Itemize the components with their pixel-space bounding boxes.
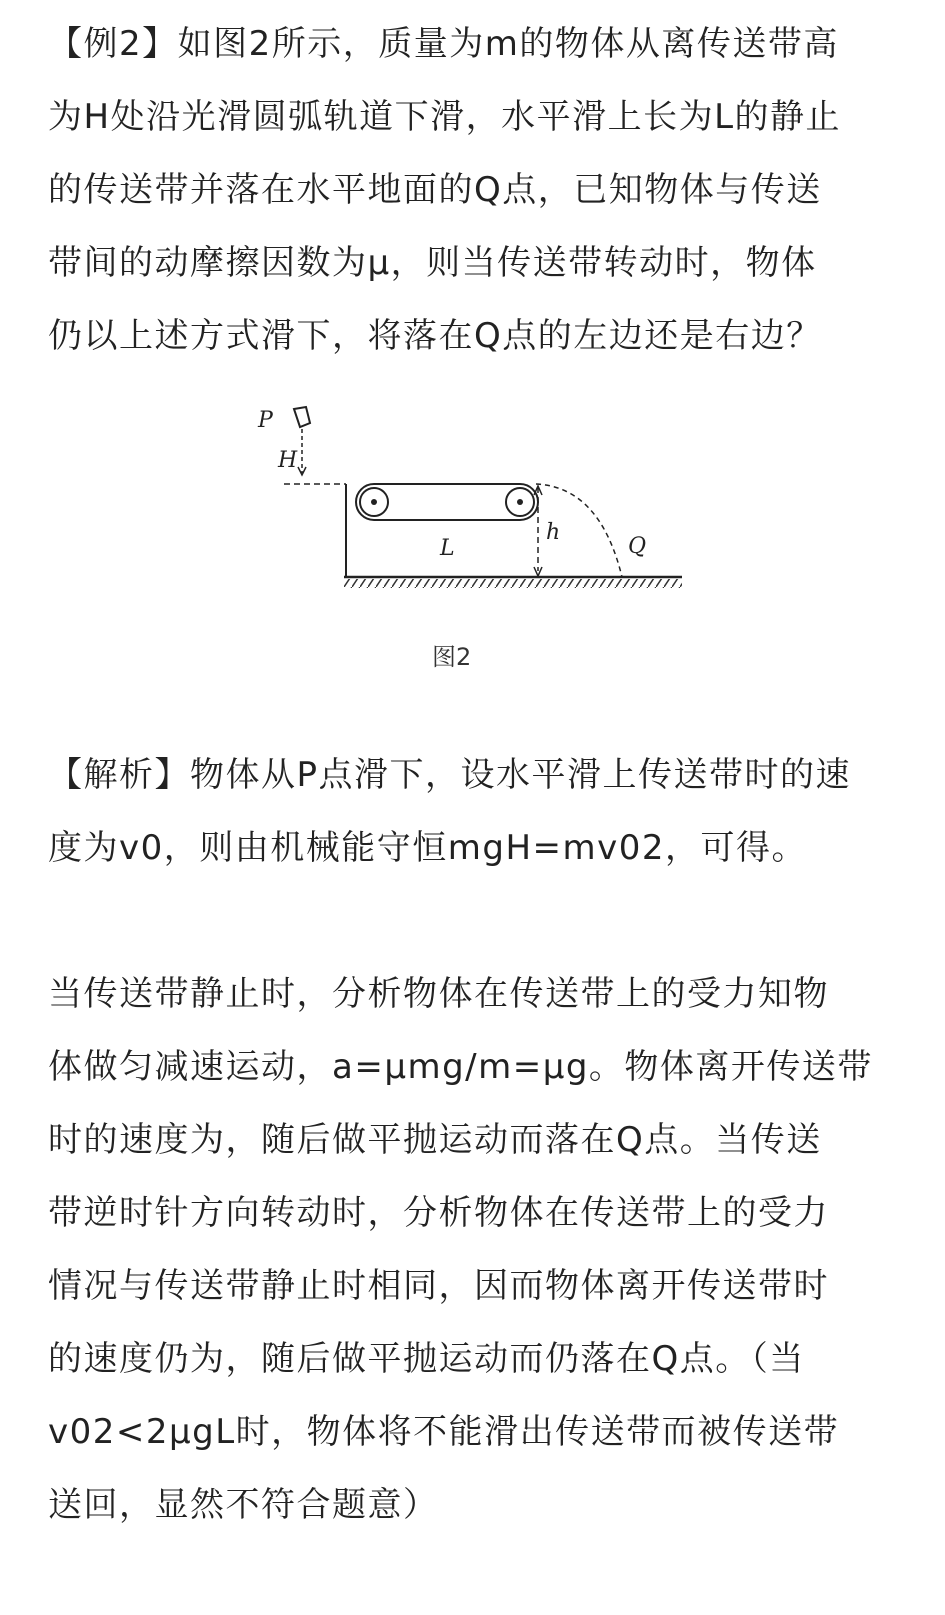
label-L: L bbox=[440, 536, 455, 561]
analysis-paragraph bbox=[48, 739, 878, 885]
detail-line: 体做匀减速运动，a=μmg/m=μg。物体离开传送带 bbox=[48, 1047, 873, 1087]
detail-line: 带逆时针方向转动时，分析物体在传送带上的受力 bbox=[48, 1193, 829, 1233]
conveyor-diagram bbox=[240, 395, 700, 695]
label-H: H bbox=[278, 448, 298, 473]
question-paragraph bbox=[48, 8, 878, 373]
detail-line: 当传送带静止时，分析物体在传送带上的受力知物 bbox=[48, 974, 829, 1014]
question-line: 带间的动摩擦因数为μ，则当传送带转动时，物体 bbox=[48, 243, 817, 283]
detail-line: 送回，显然不符合题意） bbox=[48, 1485, 439, 1525]
question-line: 为H处沿光滑圆弧轨道下滑，水平滑上长为L的静止 bbox=[48, 97, 842, 137]
detail-paragraph bbox=[48, 958, 878, 1542]
analysis-line: 度为v0，则由机械能守恒mgH=mv02，可得。 bbox=[48, 828, 808, 868]
detail-line: 的速度仍为，随后做平抛运动而仍落在Q点。（当 bbox=[48, 1339, 805, 1379]
label-P: P bbox=[258, 408, 273, 433]
question-line: 【例2】如图2所示，质量为m的物体从离传送带高 bbox=[48, 24, 839, 64]
detail-line: v02<2μgL时，物体将不能滑出传送带而被传送带 bbox=[48, 1412, 840, 1452]
question-line: 仍以上述方式滑下，将落在Q点的左边还是右边？ bbox=[48, 316, 822, 356]
block-icon bbox=[294, 407, 310, 427]
ground-hatch bbox=[344, 579, 682, 588]
label-Q: Q bbox=[628, 534, 647, 559]
conveyor-belt-figure bbox=[240, 395, 700, 695]
conveyor-belt bbox=[356, 484, 538, 520]
detail-line: 情况与传送带静止时相同，因而物体离开传送带时 bbox=[48, 1266, 829, 1306]
detail-line: 时的速度为，随后做平抛运动而落在Q点。当传送 bbox=[48, 1120, 822, 1160]
figure-caption: 图2 bbox=[432, 643, 472, 671]
analysis-line: 【解析】物体从P点滑下，设水平滑上传送带时的速 bbox=[48, 755, 852, 795]
question-line: 的传送带并落在水平地面的Q点，已知物体与传送 bbox=[48, 170, 822, 210]
label-h: h bbox=[546, 520, 561, 545]
